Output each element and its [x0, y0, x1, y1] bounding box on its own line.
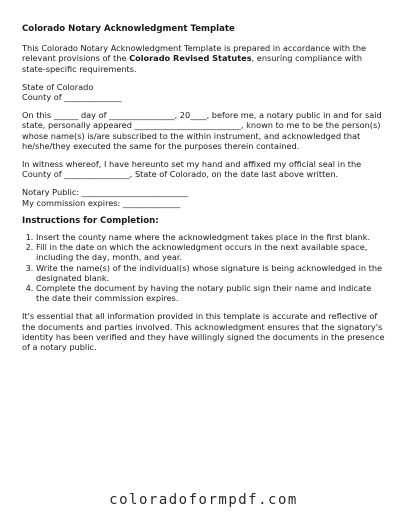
document-page	[22, 24, 387, 360]
state-line: State of Colorado	[22, 81, 94, 92]
instruction-item: 4. Complete the document by having the notary public sign their name and indicate the date their commission expires.	[36, 283, 387, 303]
commission-expires-line: My commission expires: ______________	[22, 197, 181, 208]
closing-paragraph: It's essential that all information provided in this template is accurate and reflective of the documents and parties involved. This acknowledgment ensures that the signatory's identity has been verified and they have willingly signed the documents in the presence of a notary public.	[22, 311, 385, 353]
intro-text-after: , ensuring compliance with state-specific requirements.	[22, 53, 363, 74]
instructions-list	[22, 232, 387, 303]
county-line: County of ______________	[22, 92, 122, 103]
document-title: Colorado Notary Acknowledgment Template	[22, 24, 235, 34]
site-watermark: coloradoformpdf.com	[109, 492, 298, 508]
notary-public-line: Notary Public: __________________________	[22, 187, 189, 198]
intro-paragraph	[22, 43, 387, 74]
intro-statute-name: Colorado Revised Statutes	[129, 53, 252, 64]
instruction-item: 3. Write the name(s) of the individual(s) whose signature is being acknowledged in the designated blank.	[36, 263, 387, 283]
instruction-item: 1. Insert the county name where the acknowledgment takes place in the first blank.	[36, 232, 387, 242]
instructions-heading: Instructions for Completion:	[22, 215, 159, 226]
signature-block	[22, 187, 387, 207]
acknowledgment-paragraph: On this ______ day of ________________, 20____, before me, a notary public in and for said state, personally appeared __________________________, known to me to be the person(s) whose name(s) is/are subscribed to the within instrument, and acknowledged that he/she/they executed the same for the purposes therein contained.	[22, 110, 382, 151]
instruction-item: 2. Fill in the date on which the acknowledgment occurs in the next available space, including the day, month, and year.	[36, 242, 387, 262]
venue-block	[22, 82, 387, 102]
witness-paragraph: In witness whereof, I have hereunto set my hand and affixed my official seal in the County of ________________, State of Colorado, on the date last above written.	[22, 159, 362, 180]
intro-text-before: This Colorado Notary Acknowledgment Template is prepared in accordance with the relevant provisions of the	[22, 43, 367, 64]
